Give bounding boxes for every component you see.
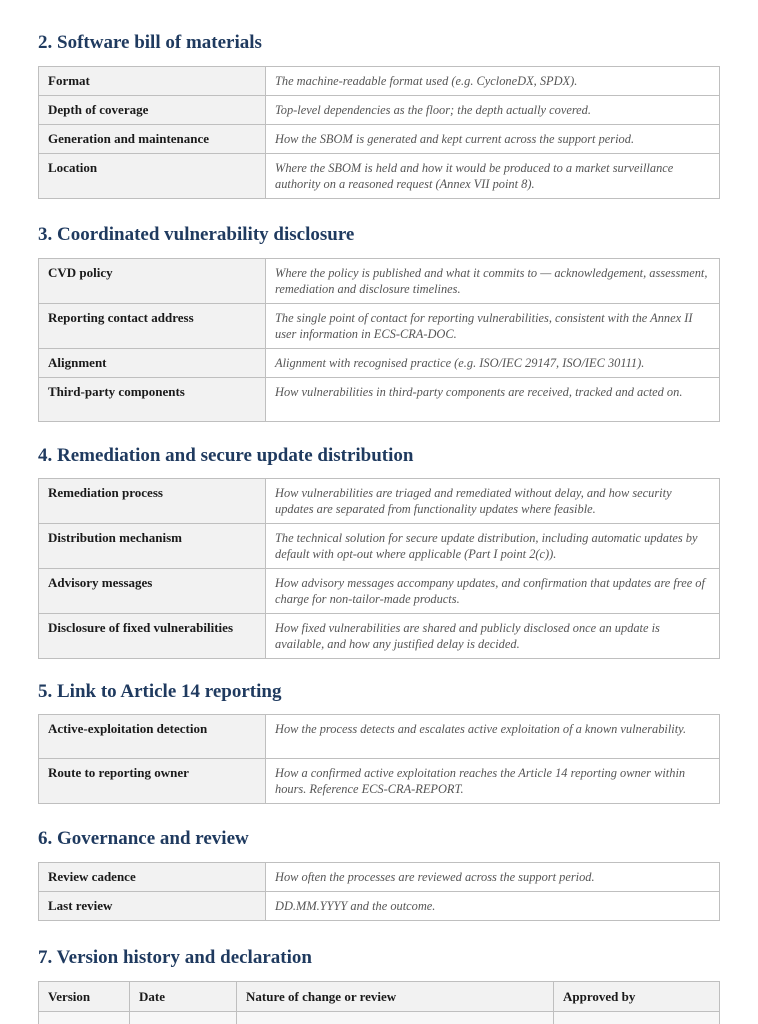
table-row	[39, 715, 720, 759]
row-label: Route to reporting owner	[39, 759, 266, 804]
column-header-date: Date	[130, 982, 237, 1012]
row-description: The single point of contact for reporting vulnerabilities, consistent with the Annex II user information in ECS-CRA-DOC.	[266, 304, 720, 349]
row-label: Depth of coverage	[39, 96, 266, 125]
section-title: 3. Coordinated vulnerability disclosure	[38, 224, 355, 245]
row-label: Format	[39, 67, 266, 96]
table-cell	[237, 1012, 554, 1024]
row-label: CVD policy	[39, 259, 266, 304]
cvd-table	[38, 258, 720, 422]
section-sbom	[38, 31, 720, 199]
governance-table	[38, 862, 720, 921]
row-label: Advisory messages	[39, 569, 266, 614]
article14-table	[38, 714, 720, 804]
table-row	[39, 759, 720, 804]
table-header-row	[39, 982, 720, 1012]
row-label: Review cadence	[39, 863, 266, 892]
row-description: Top-level dependencies as the floor; the depth actually covered.	[266, 96, 720, 125]
row-description: How vulnerabilities in third-party components are received, tracked and acted on.	[266, 378, 720, 422]
row-label: Active-exploitation detection	[39, 715, 266, 759]
column-header-nature: Nature of change or review	[237, 982, 554, 1012]
table-row	[39, 67, 720, 96]
sbom-table	[38, 66, 720, 199]
table-cell	[554, 1012, 720, 1024]
row-description: Where the SBOM is held and how it would be produced to a market surveillance authority on a reasoned request (Annex VII point 8).	[266, 154, 720, 199]
row-label: Generation and maintenance	[39, 125, 266, 154]
version-history-table	[38, 981, 720, 1024]
section-governance	[38, 827, 720, 921]
table-row	[39, 569, 720, 614]
table-row	[39, 304, 720, 349]
row-description: How fixed vulnerabilities are shared and publicly disclosed once an update is available, and how any justified delay is decided.	[266, 614, 720, 659]
section-version-history	[38, 946, 720, 1024]
row-label: Disclosure of fixed vulnerabilities	[39, 614, 266, 659]
row-label: Distribution mechanism	[39, 524, 266, 569]
table-row	[39, 259, 720, 304]
table-row	[39, 154, 720, 199]
section-title: 4. Remediation and secure update distribution	[38, 445, 414, 466]
row-description: The machine-readable format used (e.g. CycloneDX, SPDX).	[266, 67, 720, 96]
row-label: Last review	[39, 892, 266, 921]
row-description: How the SBOM is generated and kept current across the support period.	[266, 125, 720, 154]
remediation-table	[38, 478, 720, 659]
section-title: 7. Version history and declaration	[38, 947, 312, 968]
row-label: Location	[39, 154, 266, 199]
section-title: 2. Software bill of materials	[38, 32, 262, 53]
table-row	[39, 614, 720, 659]
column-header-version: Version	[39, 982, 130, 1012]
row-description: How the process detects and escalates active exploitation of a known vulnerability.	[266, 715, 720, 759]
row-label: Alignment	[39, 349, 266, 378]
row-description: How advisory messages accompany updates, and confirmation that updates are free of charge for non-tailor-made products.	[266, 569, 720, 614]
section-remediation	[38, 444, 720, 659]
table-row	[39, 524, 720, 569]
table-row	[39, 378, 720, 422]
table-cell	[130, 1012, 237, 1024]
row-description: DD.MM.YYYY and the outcome.	[266, 892, 720, 921]
column-header-approved-by: Approved by	[554, 982, 720, 1012]
table-row	[39, 96, 720, 125]
table-row	[39, 863, 720, 892]
table-row	[39, 1012, 720, 1024]
row-description: Where the policy is published and what it commits to — acknowledgement, assessment, remediation and disclosure timelines.	[266, 259, 720, 304]
row-label: Remediation process	[39, 479, 266, 524]
row-label: Reporting contact address	[39, 304, 266, 349]
table-row	[39, 125, 720, 154]
row-label: Third-party components	[39, 378, 266, 422]
row-description: How vulnerabilities are triaged and remediated without delay, and how security updates are separated from functionality updates where feasible.	[266, 479, 720, 524]
row-description: Alignment with recognised practice (e.g. ISO/IEC 29147, ISO/IEC 30111).	[266, 349, 720, 378]
section-title: 6. Governance and review	[38, 828, 249, 849]
row-description: How a confirmed active exploitation reaches the Article 14 reporting owner within hours. Reference ECS-CRA-REPORT.	[266, 759, 720, 804]
table-row	[39, 349, 720, 378]
section-article14	[38, 680, 720, 804]
row-description: How often the processes are reviewed across the support period.	[266, 863, 720, 892]
table-row	[39, 892, 720, 921]
section-cvd	[38, 223, 720, 422]
section-title: 5. Link to Article 14 reporting	[38, 681, 282, 702]
table-row	[39, 479, 720, 524]
table-cell	[39, 1012, 130, 1024]
row-description: The technical solution for secure update distribution, including automatic updates by default with opt-out where applicable (Part I point 2(c)).	[266, 524, 720, 569]
